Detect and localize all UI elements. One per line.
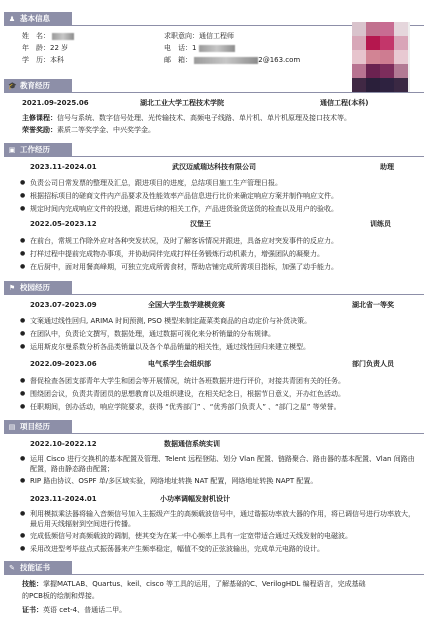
list-item: ● 在团队中，负责论文撰写，数据处理，通过数据可视化来分析销量的分布规律。 [30, 329, 420, 339]
list-item: ● 运用斯皮尔曼系数分析各品类销量以及各个单品销量的相关性，通过线性回归来建立模型。 [30, 342, 420, 352]
list-item: ● 完成低频信号对高频载波的调制，使其变为在某一中心频率上具有一定宽带适合通过天线发射的电磁波。 [30, 531, 420, 541]
list-item: ● 在后厨中，面对用餐高峰期，可独立完成所需食材，帮助店铺完成所需项目指标，加强了动手能力。 [30, 262, 420, 272]
blurred-name [52, 33, 74, 40]
list-item: ● 运用 Cisco 进行交换机的基本配置及管理、Telent 远程登陆、划分 Vlan 配置、链路聚合、路由器的基本配置、Vlan 间路由配置，路由静态路由配置； [30, 454, 420, 474]
list-item: ● 文案通过线性回归, ARIMA 时间预测, PSO 模型来制定蔬菜类商品的自动定价与补货决策。 [30, 316, 420, 326]
job-row: 求职意向：通信工程师 [164, 32, 234, 40]
age-row: 年 龄：22 岁 [22, 44, 69, 52]
person-icon: ♟ [8, 15, 16, 23]
section-title: 🎓 教育经历 [4, 79, 72, 93]
blurred-email [194, 57, 258, 64]
section-title: ♟ 基本信息 [4, 12, 72, 26]
skills-line: 技能：掌握MATLAB、Quartus、keil、cisco 等工具的运用，了解基础的C、VerilogHDL 编程语言，完成基础 [22, 580, 366, 588]
edu-row: 学 历：本科 [22, 56, 64, 64]
skills-line-cont: 的PCB板的绘制和焊接。 [22, 592, 99, 600]
project-entry-1: 2022.10-2022.12 数据通信系统实训 [30, 440, 220, 448]
honors-line: 荣誉奖励：素质二等奖学金、中兴奖学金。 [22, 126, 155, 134]
divider [72, 433, 424, 434]
list-item: ● 规定时间内完成响应文件的投递，跟进后续的相关工作，产品进货验货送货的检查以及用户的验收。 [30, 204, 420, 214]
campus-entry-2: 2022.09-2023.06 电气系学生会组织部 部门负责人员 [30, 360, 394, 368]
project-entry-2: 2023.11-2024.01 小功率调幅发射机设计 [30, 495, 230, 503]
list-item: ● 采用改进型考毕兹点式振荡器来产生频率稳定，幅值不变的正弦波输出，完成单元电路的设计。 [30, 544, 420, 554]
briefcase-icon: ▣ [8, 146, 16, 154]
flag-icon: ⚑ [8, 284, 16, 292]
section-header-campus [4, 281, 424, 295]
campus-entry-1: 2023.07-2023.09 全国大学生数学建模竞赛 湖北省一等奖 [30, 301, 394, 309]
cert-line: 证书：英语 cet-4、普通话二甲。 [22, 606, 127, 614]
name-row: 姓 名： [22, 32, 74, 43]
divider [72, 92, 424, 93]
list-item: ● 围绕团会议，负责共青团员的思想教育以及组织建设，在相关纪念日，根据节日意义，开办红色活动。 [30, 389, 420, 399]
phone-row: 电 话：1 [164, 44, 235, 55]
list-item: ● 负责公司日常发票的整理及汇总，跟进项目的进度，总结项目施工生产管理日报。 [30, 178, 420, 188]
divider [72, 574, 424, 575]
mail-row: 邮 箱： 2@163.com [164, 56, 301, 64]
divider [72, 156, 424, 157]
list-item: ● 任职期间，创办活动，响应学院要求，获得 “优秀部门” 、“优秀部门负责人” 、“部门之星” 等荣誉。 [30, 402, 420, 412]
list-item: ● 督促检查各团支部青年大学生和团会等开展情况，统计各班数据并进行评价，对接共青团有关的任务。 [30, 376, 420, 386]
section-header-project [4, 420, 424, 434]
section-title: ▣ 工作经历 [4, 143, 72, 157]
section-header-work [4, 143, 424, 157]
courses-line: 主修课程：信号与系统、数字信号处理、光传输技术、高频电子线路、单片机、单片机原理及接口技术等。 [22, 114, 351, 122]
work-entry-2: 2022.05-2023.12 汉堡王 训练员 [30, 220, 391, 228]
list-item: ● 在前台，常规工作除外应对各种突发状况，及时了解客诉情况并跟进，具备应对突发事件的反应力。 [30, 236, 420, 246]
divider [72, 294, 424, 295]
list-item: ● RIP 路由协议、OSPF 单/多区域实验，网络地址转换 NAT 配置，网络地址转换 NAPT 配置。 [30, 476, 420, 486]
section-title: ⚑ 校园经历 [4, 281, 72, 295]
basic-info [22, 32, 342, 76]
graduation-cap-icon: 🎓 [8, 82, 17, 90]
work-entry-1: 2023.11-2024.01 武汉迈威瑞达科技有限公司 助理 [30, 163, 394, 171]
section-title: ✎ 技能证书 [4, 561, 72, 575]
certificate-icon: ✎ [9, 564, 15, 572]
blurred-phone [199, 45, 235, 52]
education-entry: 2021.09-2025.06 湖北工业大学工程技术学院 通信工程(本科) [22, 99, 369, 107]
list-item: ● 利用模拟乘法器将输入音频信号加入主振级产生的高频载波信号中，通过谐振功率放大器的作用，将已调信号进行功率放大，最后用天线辐射到空间进行传播。 [30, 509, 420, 529]
section-title: ▤ 项目经历 [4, 420, 72, 434]
list-item: ● 根据招标项目的磋商文件内产品要求及性能效率产品信息进行比价来确定响应方案并制作响应文件。 [30, 191, 420, 201]
folder-icon: ▤ [8, 423, 16, 431]
section-header-skills [4, 561, 424, 575]
list-item: ● 打样过程中提前完成物办事项，并协助同伴完成打样任务锻炼行动机素力，增强团队的凝聚力。 [30, 249, 420, 259]
section-header-education [4, 79, 424, 93]
